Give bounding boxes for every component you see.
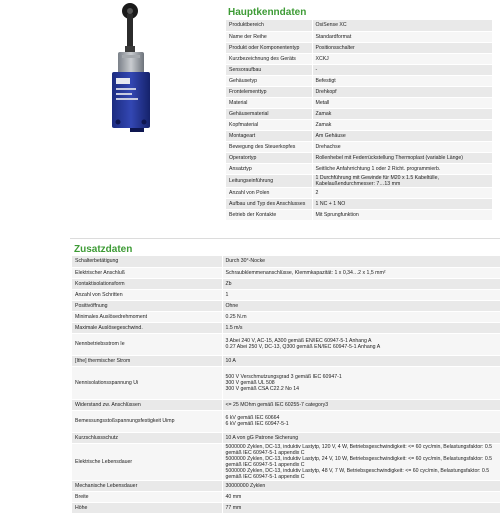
row-label: Name der Reihe — [226, 31, 312, 42]
table-row — [72, 399, 500, 410]
table-row — [226, 152, 492, 163]
table-row — [226, 119, 492, 130]
row-label: Minimales Auslösedrehmoment — [72, 311, 222, 322]
table-row — [226, 20, 492, 31]
row-value: Ohne — [222, 300, 500, 311]
row-label: Kontaktisolationsform — [72, 278, 222, 289]
row-label: Mechanische Lebensdauer — [72, 480, 222, 491]
row-value: Rollenhebel mit Federrückstellung Thermoplast (variable Länge) — [312, 152, 492, 163]
row-label: Produktbereich — [226, 20, 312, 31]
table-row — [226, 198, 492, 209]
table-row — [226, 97, 492, 108]
row-label: Gehäusematerial — [226, 108, 312, 119]
row-label: Breite — [72, 491, 222, 502]
row-value: Zb — [222, 278, 500, 289]
row-label: Anzahl von Polen — [226, 187, 312, 198]
row-value: 6 kV gemäß IEC 60664 6 kV gemäß IEC 60947-5-1 — [222, 410, 500, 432]
row-value: Drehachse — [312, 141, 492, 152]
row-label: Frontelementtyp — [226, 86, 312, 97]
row-label: Produkt oder Komponententyp — [226, 42, 312, 53]
row-value: 1 — [222, 289, 500, 300]
main-data-heading: Hauptkenndaten — [228, 7, 307, 18]
row-value: 500 V Verschmutzungsgrad 3 gemäß IEC 60947-1 300 V gemäß UL 508 300 V gemäß CSA C22.2 No 14 — [222, 366, 500, 399]
row-value: Am Gehäuse — [312, 130, 492, 141]
row-value: <= 25 MOhm gemäß IEC 60255-7 category3 — [222, 399, 500, 410]
row-value: Metall — [312, 97, 492, 108]
table-row — [72, 311, 500, 322]
row-value: Drehkopf — [312, 86, 492, 97]
row-value: Standardformat — [312, 31, 492, 42]
row-label: Positivöffnung — [72, 300, 222, 311]
row-value: OsiSense XC — [312, 20, 492, 31]
row-value: 1 Durchführung mit Gewinde für M20 x 1.5 Kabeltülle, Kabelaußendurchmesser: 7…13 mm — [312, 174, 492, 187]
table-row — [226, 130, 492, 141]
main-data-table — [226, 20, 492, 221]
table-row — [226, 174, 492, 187]
table-row — [72, 355, 500, 366]
row-value: 0.25 N.m — [222, 311, 500, 322]
table-row — [72, 502, 500, 513]
row-label: Höhe — [72, 502, 222, 513]
table-row — [226, 31, 492, 42]
table-row — [226, 163, 492, 174]
row-value: Seitliche Anfahrrichtung 1 oder 2 Richt. programmierb. — [312, 163, 492, 174]
row-value: 3 Abei 240 V, AC-15, A300 gemäß EN/IEC 60947-5-1 Anhang A 0.27 Abei 250 V, DC-13, Q300 gemäß EN/IEC 60947-5-1 Anhang A — [222, 333, 500, 355]
table-row — [72, 410, 500, 432]
extra-data-table — [72, 256, 500, 514]
table-row — [226, 209, 492, 220]
row-value: 1 NC + 1 NO — [312, 198, 492, 209]
row-label: Bewegung des Steuerkopfes — [226, 141, 312, 152]
table-row — [226, 53, 492, 64]
section-divider — [70, 238, 500, 239]
table-row — [72, 333, 500, 355]
row-label: Kopfmaterial — [226, 119, 312, 130]
row-value: Durch 30°-Nocke — [222, 256, 500, 267]
table-row — [226, 108, 492, 119]
row-label: Bemessungsstoßspannungsfestigkeit Uimp — [72, 410, 222, 432]
table-row — [226, 86, 492, 97]
table-row — [72, 289, 500, 300]
row-label: Sensoraufbau — [226, 64, 312, 75]
table-row — [72, 267, 500, 278]
row-label: Kurzbezeichnung des Geräts — [226, 53, 312, 64]
row-value: XCKJ — [312, 53, 492, 64]
row-value: 10 A von gG Patrone Sicherung — [222, 432, 500, 443]
row-value: Schraubklemmenanschlüsse, Klemmkapazität: 1 x 0,34…2 x 1,5 mm² — [222, 267, 500, 278]
row-value: Befestigt — [312, 75, 492, 86]
row-label: Elektrischer Anschluß — [72, 267, 222, 278]
row-value: Zamak — [312, 119, 492, 130]
row-label: Kurzschlussschutz — [72, 432, 222, 443]
table-row — [226, 187, 492, 198]
table-row — [226, 141, 492, 152]
row-label: Material — [226, 97, 312, 108]
row-label: Aufbau und Typ des Anschlusses — [226, 198, 312, 209]
row-value: 30000000 Zyklen — [222, 480, 500, 491]
row-value: 10 A — [222, 355, 500, 366]
row-label: Leitungseinführung — [226, 174, 312, 187]
product-image — [100, 2, 156, 132]
table-row — [72, 491, 500, 502]
table-row — [72, 366, 500, 399]
row-label: [Ithe] thermischer Strom — [72, 355, 222, 366]
row-label: Operatortyp — [226, 152, 312, 163]
row-label: Anzahl von Schritten — [72, 289, 222, 300]
row-value: 1.5 m/s — [222, 322, 500, 333]
table-row — [72, 480, 500, 491]
row-value: 40 mm — [222, 491, 500, 502]
row-label: Montageart — [226, 130, 312, 141]
row-value: 77 mm — [222, 502, 500, 513]
row-value: 5000000 Zyklen, DC-13, induktiv Lastytp, 120 V, 4 W, Betriebsgeschwindigkeit: <= 60 cyc/min, Belastungsfaktor: 0.5 gemäß IEC 60947-5-1 appendix C 5000000 Zyklen, DC-13, induktiv Lastytp, 24 V, 10 W, Betriebsgeschwindigkeit: <= 60 cyc/min, Belastungsfaktor: 0.5 gemäß IEC 60947-5-1 appendix C 5000000 Zyklen, DC-13, induktiv Lastytp, 48 V, 7 W, Betriebsgeschwindigkeit: <= 60 cyc/min, Belastungsfaktor: 0.5 gemäß IEC 60947-5-1 appendix C — [222, 443, 500, 480]
row-label: Elektrische Lebensdauer — [72, 443, 222, 480]
table-row — [226, 64, 492, 75]
row-value: Zamak — [312, 108, 492, 119]
table-row — [72, 443, 500, 480]
row-label: Gehäusetyp — [226, 75, 312, 86]
table-row — [72, 322, 500, 333]
table-row — [72, 278, 500, 289]
row-label: Schalterbetätigung — [72, 256, 222, 267]
table-row — [226, 42, 492, 53]
row-label: Betrieb der Kontakte — [226, 209, 312, 220]
row-label: Widerstand zw. Anschlüssen — [72, 399, 222, 410]
table-row — [72, 256, 500, 267]
row-value: - — [312, 64, 492, 75]
table-row — [72, 300, 500, 311]
row-label: Nennbetriebsstrom Ie — [72, 333, 222, 355]
row-value: Mit Sprungfunktion — [312, 209, 492, 220]
row-label: Nennisolationsspannung Ui — [72, 366, 222, 399]
row-label: Ansatztyp — [226, 163, 312, 174]
extra-data-heading: Zusatzdaten — [74, 244, 133, 255]
row-value: 2 — [312, 187, 492, 198]
table-row — [226, 75, 492, 86]
row-value: Positionsschalter — [312, 42, 492, 53]
table-row — [72, 432, 500, 443]
row-label: Maximale Auslösegeschwind. — [72, 322, 222, 333]
